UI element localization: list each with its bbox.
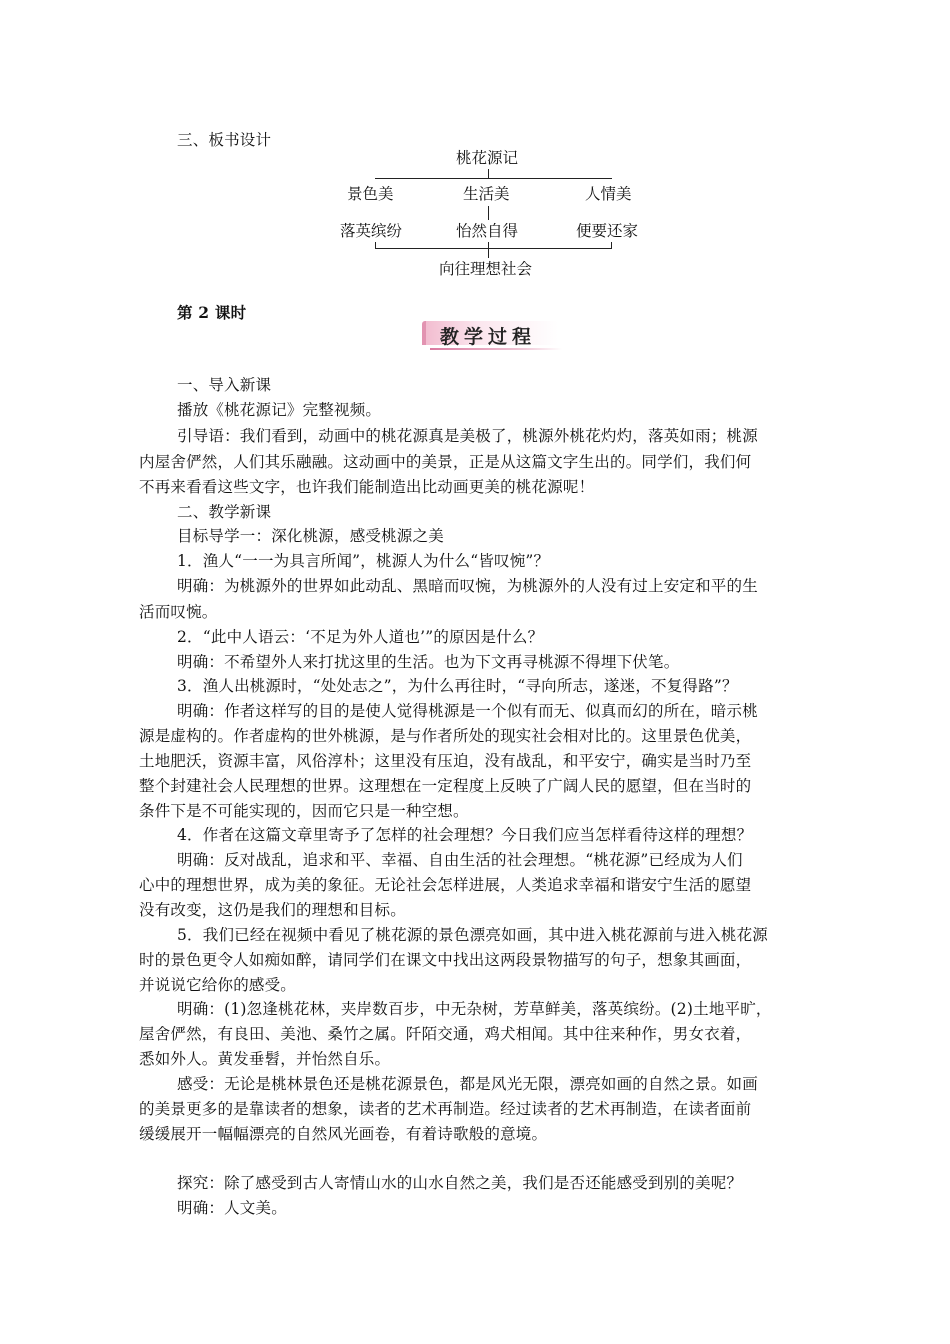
- banner-underline: [430, 348, 562, 350]
- answer-line: 明确：不希望外人来打扰这里的生活。也为下文再寻桃源不得埋下伏笔。: [177, 653, 680, 671]
- answer-line: 明确：为桃源外的世界如此动乱、黑暗而叹惋，为桃源外的人没有过上安定和平的生: [177, 577, 758, 595]
- feeling-line: 的美景更多的是靠读者的想象，读者的艺术再制造。经过读者的艺术再制造，在读者面前: [139, 1100, 752, 1118]
- tree-branch-top: [375, 178, 612, 179]
- question-line: 5．我们已经在视频中看见了桃花源的景色漂亮如画，其中进入桃花源前与进入桃花源: [177, 926, 768, 944]
- question-line: 时的景色更令人如痴如醉，请同学们在课文中找出这两段景物描写的句子，想象其画面，: [139, 951, 752, 969]
- answer-line: 活而叹惋。: [139, 603, 218, 621]
- board-row2-left: 落英缤纷: [340, 222, 403, 240]
- tree-leg-middle: [488, 242, 489, 258]
- paragraph-line: 引导语：我们看到，动画中的桃花源真是美极了，桃源外桃花灼灼，落英如雨；桃源: [177, 427, 758, 445]
- paragraph-line: 不再来看看这些文字，也许我们能制造出比动画更美的桃花源呢！: [139, 478, 595, 496]
- tree-connector-mid: [488, 206, 489, 220]
- board-row1-middle: 生活美: [463, 185, 510, 203]
- answer-line: 心中的理想世界，成为美的象征。无论社会怎样进展，人类追求幸福和谐安宁生活的愿望: [139, 876, 752, 894]
- answer-line: 屋舍俨然，有良田、美池、桑竹之属。阡陌交通，鸡犬相闻。其中往来种作，男女衣着，: [139, 1025, 752, 1043]
- explore-line: 探究：除了感受到古人寄情山水的山水自然之美，我们是否还能感受到别的美呢？: [177, 1174, 743, 1192]
- paragraph-line: 目标导学一：深化桃源，感受桃源之美: [177, 527, 444, 545]
- board-row2-right: 便要还家: [576, 222, 639, 240]
- banner-label: 教学过程: [440, 326, 537, 348]
- answer-line: 土地肥沃，资源丰富，风俗淳朴；这里没有压迫，没有战乱，和平安宁，确实是当时乃至: [139, 752, 752, 770]
- section-heading: 二、教学新课: [177, 503, 272, 521]
- paragraph-line: 播放《桃花源记》完整视频。: [177, 401, 382, 419]
- board-bottom: 向往理想社会: [439, 260, 533, 278]
- answer-line: 明确：(1)忽逢桃花林，夹岸数百步，中无杂树，芳草鲜美，落英缤纷。(2)土地平旷，: [177, 1000, 772, 1018]
- feeling-line: 缓缓展开一幅幅漂亮的自然风光画卷，有着诗歌般的意境。: [139, 1125, 548, 1143]
- teaching-process-banner: [422, 321, 558, 351]
- board-title: 桃花源记: [456, 149, 519, 167]
- question-line: 1．渔人“一一为具言所闻”，桃源人为什么“皆叹惋”？: [177, 552, 550, 570]
- answer-line: 悉如外人。黄发垂髫，并怡然自乐。: [139, 1050, 391, 1068]
- tree-branch-bottom: [375, 248, 612, 249]
- board-row2-middle: 怡然自得: [456, 222, 519, 240]
- section-heading: 一、导入新课: [177, 376, 272, 394]
- paragraph-line: 内屋舍俨然，人们其乐融融。这动画中的美景，正是从这篇文字生出的。同学们，我们何: [139, 453, 752, 471]
- board-row1-right: 人情美: [585, 185, 632, 203]
- answer-line: 没有改变，这仍是我们的理想和目标。: [139, 901, 406, 919]
- answer-line: 源是虚构的。作者虚构的世外桃源，是与作者所处的现实社会相对比的。这里景色优美，: [139, 727, 752, 745]
- board-row1-left: 景色美: [347, 185, 394, 203]
- question-line: 2．“此中人语云：‘不足为外人道也’”的原因是什么？: [177, 628, 544, 646]
- question-line: 3．渔人出桃源时，“处处志之”，为什么再往时，“寻向所志，遂迷，不复得路”？: [177, 677, 738, 695]
- question-line: 并说说它给你的感受。: [139, 976, 297, 994]
- lesson-title: 第 2 课时: [177, 303, 247, 322]
- answer-line: 明确：反对战乱，追求和平、幸福、自由生活的社会理想。“桃花源”已经成为人们: [177, 851, 743, 869]
- feeling-line: 感受：无论是桃林景色还是桃花源景色，都是风光无限，漂亮如画的自然之景。如画: [177, 1075, 758, 1093]
- answer-line: 明确：人文美。: [177, 1199, 287, 1217]
- board-design-heading: 三、板书设计: [177, 131, 272, 149]
- answer-line: 明确：作者这样写的目的是使人觉得桃源是一个似有而无、似真而幻的所在，暗示桃: [177, 702, 758, 720]
- question-line: 4．作者在这篇文章里寄予了怎样的社会理想？今日我们应当怎样看待这样的理想？: [177, 826, 753, 844]
- answer-line: 整个封建社会人民理想的世界。这理想在一定程度上反映了广阔人民的愿望，但在当时的: [139, 777, 752, 795]
- answer-line: 条件下是不可能实现的，因而它只是一种空想。: [139, 802, 469, 820]
